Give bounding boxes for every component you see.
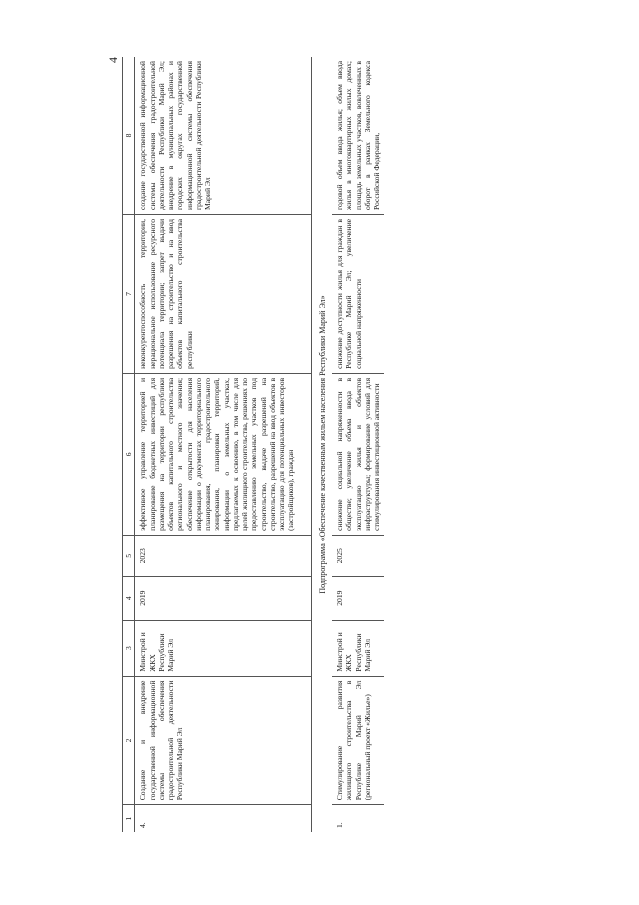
measure-title: Стимулирование развития жилищного строительства в Республике Марий Эл (региональный проект «Жилье») [332, 676, 384, 805]
row-number: 1. [332, 805, 384, 832]
column-number-header-row [123, 57, 135, 832]
subprogram-heading: Подпрограмма «Обеспечение качественным жильем населения Республики Марий Эл» [318, 295, 328, 594]
target-indicators: годовой объем ввода жилья; объем ввода жилья в многоквартирных жилых домах; площадь земельных участков, вовлеченных в оборот в рамках Земельного кодекса Российской Федерации, [335, 61, 381, 210]
column-number: 2 [123, 676, 135, 805]
table-row [332, 57, 384, 832]
subprogram-heading-row [312, 57, 332, 832]
start-year: 2019 [135, 576, 312, 620]
end-year: 2023 [135, 535, 312, 576]
rotated-landscape-content [106, 57, 526, 832]
column-number: 6 [123, 373, 135, 535]
column-number: 8 [123, 57, 135, 214]
column-number: 3 [123, 620, 135, 676]
program-measures-table [122, 57, 384, 832]
target-indicators: создание государственной информационной системы обеспечения градостроительной деятельности Республики Марий Эл; внедрение в муниципальных районах и городских округах государственной информационной системы обеспечения градостроительной деятельности Республики Марий Эл [135, 57, 312, 214]
responsible-executor: Минстрой и ЖКХ Республики Марий Эл [135, 620, 312, 676]
page-number: 4 [106, 57, 120, 63]
table-row [135, 57, 312, 832]
end-year: 2025 [332, 535, 384, 576]
column-number: 5 [123, 535, 135, 576]
column-number: 1 [123, 805, 135, 832]
measure-title: Создание и внедрение государственной информационной системы обеспечения градостроительной деятельности Республики Марий Эл [135, 676, 312, 805]
column-number: 4 [123, 576, 135, 620]
row-number: 4. [135, 805, 312, 832]
responsible-executor: Минстрой и ЖКХ Республики Марий Эл [332, 620, 384, 676]
expected-result: эффективное управление территорией и планирование бюджетных инвестиций для размещения на территории республики объектов капитального строительства регионального и местного значения; обеспечение открытости для населения информации о документах территориального планирования, градостроительного зонирования, планировки территорий, информации о земельных участках, предлагаемых к освоению, в том числе для целей жилищного строительства, решениях по предоставлению земельных участков под строительство, выдаче разрешений на строительство, разрешений на ввод объектов в эксплуатацию для потенциальных инвесторов (застройщиков), граждан [135, 373, 312, 535]
column-number: 7 [123, 214, 135, 373]
start-year: 2019 [332, 576, 384, 620]
non-implementation-consequences: неконкурентоспособность территории, нерациональное использование ресурсного потенциала территории; запрет выдачи разрешения на строительство и на ввод объектов капитального строительства республики [135, 214, 312, 373]
non-implementation-consequences: снижение доступности жилья для граждан в Республике Марий Эл; увеличение социальной напряженности [332, 214, 384, 373]
expected-result: снижение социальной напряженности в обществе; увеличение объема ввода в эксплуатацию жилья и объектов инфраструктуры; формирование условий для стимулирования инвестиционной активности [332, 373, 384, 535]
